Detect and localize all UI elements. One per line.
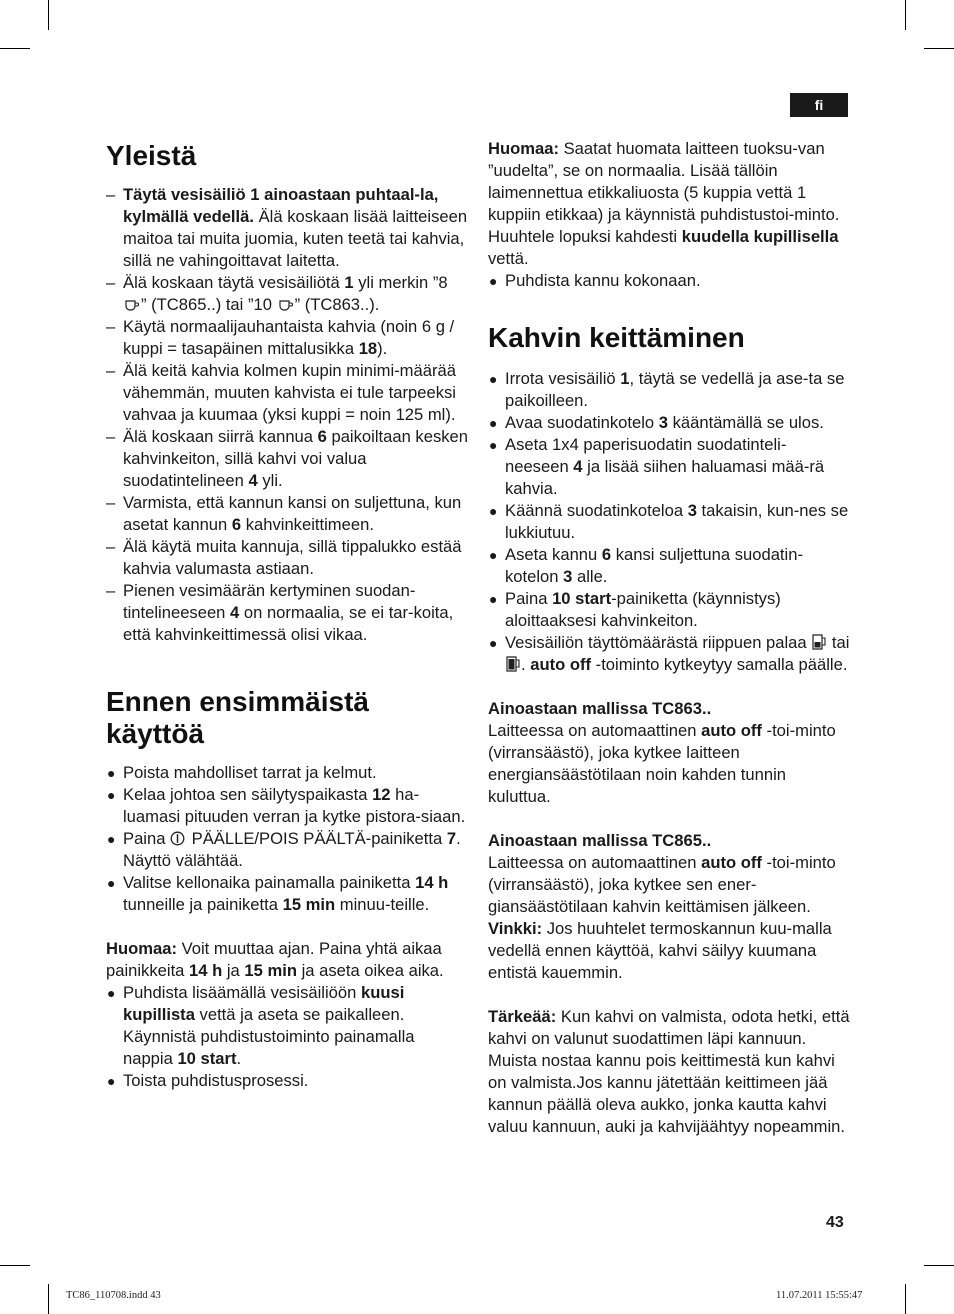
cup-icon <box>125 300 139 311</box>
crop-mark <box>924 1265 954 1266</box>
important-paragraph: Tärkeää: Kun kahvi on valmista, odota hetki, että kahvi on valunut suodattimen läpi kannuun. Muista nostaa kannu pois keittimestä kun kahvi on valmista.Jos kannu jätettään keittimeen jää kannun päällä oleva aukko, jonka kautta kahvi valuu kannuun, auki ja kahvijäähtyy nopeammin. <box>488 1007 850 1136</box>
ennen-list <box>106 762 468 916</box>
yleista-list <box>106 184 468 646</box>
model-heading: Ainoastaan mallissa TC863.. <box>488 699 712 718</box>
list-item: ● Valitse kellonaika painamalla painiketta 14 h tunneille ja painiketta 15 min minuu-teille. <box>107 873 449 914</box>
list-item: ● Paina 10 start-painiketta (käynnistys) aloittaaksesi kahvinkeiton. <box>489 589 781 630</box>
list-item: – Älä käytä muita kannuja, sillä tippalukko estää kahvia valumasta astiaan. <box>106 537 462 578</box>
list-item: ● Aseta kannu 6 kansi suljettuna suodatin-kotelon 3 alle. <box>489 545 803 586</box>
kahvin-list <box>488 368 850 676</box>
model-paragraph: Laitteessa on automaattinen auto off -toi-minto (virransäästö), joka kytkee laitteen energiansäästötilaan noin kahden tunnin kuluttua. <box>488 721 836 806</box>
language-tab: fi <box>790 93 848 117</box>
list-item: ● Puhdista lisäämällä vesisäiliöön kuusi kupillista vettä ja aseta se paikalleen. Käynnistä puhdistustoiminto painamalla nappia 10 start. <box>107 983 415 1068</box>
crop-mark <box>905 1284 906 1314</box>
list-item: – Älä koskaan täytä vesisäiliötä 1 yli merkin ”8 ” (TC865..) tai ”10 ” (TC863..). <box>106 273 448 314</box>
crop-mark <box>0 48 30 49</box>
list-item: ● Aseta 1x4 paperisuodatin suodatinteli-neeseen 4 ja lisää siihen haluamasi mää-rä kahvia. <box>489 435 825 498</box>
tip-paragraph: Vinkki: Jos huuhtelet termoskannun kuu-malla vedellä ennen käyttöä, kahvi säilyy kuumana entistä kauemmin. <box>488 919 832 982</box>
list-item: ● Avaa suodatinkotelo 3 kääntämällä se ulos. <box>489 413 824 432</box>
list-item: ● Puhdista kannu kokonaan. <box>489 271 701 290</box>
list-item: – Älä keitä kahvia kolmen kupin minimi-määrää vähemmän, muuten kahvista ei tule tarpeeksi vahvaa ja kuumaa (yksi kuppi = noin 125 ml). <box>106 361 456 424</box>
list-item: ● Poista mahdolliset tarrat ja kelmut. <box>107 763 377 782</box>
list-item: – Älä koskaan siirrä kannua 6 paikoiltaan kesken kahvinkeiton, sillä kahvi voi valua suodatintelineen 4 yli. <box>106 427 468 490</box>
note-paragraph: Huomaa: Voit muuttaa ajan. Paina yhtä aikaa painikkeita 14 h ja 15 min ja aseta oikea aika. <box>106 939 444 980</box>
model-paragraph: Laitteessa on automaattinen auto off -toi-minto (virransäästö), joka kytkee sen ener-giansäästötilaan kahvin keittämisen jälkeen. <box>488 853 836 916</box>
list-item: ● Toista puhdistusprosessi. <box>107 1071 309 1090</box>
cup-icon <box>279 300 293 311</box>
full-jug-icon <box>505 655 521 673</box>
page-number: 43 <box>826 1214 844 1231</box>
model-heading: Ainoastaan mallissa TC865.. <box>488 831 712 850</box>
section-title-kahvin: Kahvin keittäminen <box>488 322 745 353</box>
section-title-ennen: Ennen ensimmäistä käyttöä <box>106 686 369 749</box>
list-item: – Varmista, että kannun kansi on suljettuna, kun asetat kannun 6 kahvinkeittimeen. <box>106 493 462 534</box>
crop-mark <box>48 1284 49 1314</box>
list-item: ● Kelaa johtoa sen säilytyspaikasta 12 ha-luamasi pituuden verran ja kytke pistora-siaan. <box>107 785 466 826</box>
list-item: ● Paina PÄÄLLE/POIS PÄÄLTÄ-painiketta 7. Näyttö välähtää. <box>107 829 461 870</box>
right-column <box>488 138 850 1138</box>
note-list <box>488 270 850 292</box>
crop-mark <box>0 1265 30 1266</box>
list-item: – Täytä vesisäiliö 1 ainoastaan puhtaal-la, kylmällä vedellä. Älä koskaan lisää laitteiseen maitoa tai muita juomia, kuten teetä tai kahvia, sillä ne vahingoittavat laitetta. <box>106 185 468 270</box>
footer-datetime: 11.07.2011 15:55:47 <box>776 1290 863 1301</box>
crop-mark <box>48 0 49 30</box>
list-item: ● Vesisäiliön täyttömäärästä riippuen palaa tai . auto off -toiminto kytkeytyy samalla päälle. <box>489 633 850 674</box>
list-item: ● Käännä suodatinkoteloa 3 takaisin, kun-nes se lukkiutuu. <box>489 501 849 542</box>
list-item: – Käytä normaalijauhantaista kahvia (noin 6 g / kuppi = tasapäinen mittalusikka 18). <box>106 317 455 358</box>
crop-mark <box>905 0 906 30</box>
ennen-cleaning-list <box>106 982 468 1092</box>
half-jug-icon <box>811 633 827 651</box>
note-paragraph: Huomaa: Saatat huomata laitteen tuoksu-van ”uudelta”, se on normaalia. Lisää tällöin laimennettua etikkaliuosta (5 kuppia vettä 1 kuppiin etikkaa) ja käynnistä puhdistustoi-minto. Huuhtele lopuksi kahdesti kuudella kupillisella vettä. <box>488 139 840 268</box>
list-item: – Pienen vesimäärän kertyminen suodan-tintelineeseen 4 on normaalia, se ei tar-koita, että kahvinkeittimessä olisi vikaa. <box>106 581 454 644</box>
power-icon <box>170 831 185 846</box>
crop-mark <box>924 48 954 49</box>
left-column <box>106 138 468 1092</box>
list-item: ● Irrota vesisäiliö 1, täytä se vedellä ja ase-ta se paikoilleen. <box>489 369 845 410</box>
footer-file: TC86_110708.indd 43 <box>66 1290 161 1301</box>
section-title-yleista: Yleistä <box>106 140 197 171</box>
